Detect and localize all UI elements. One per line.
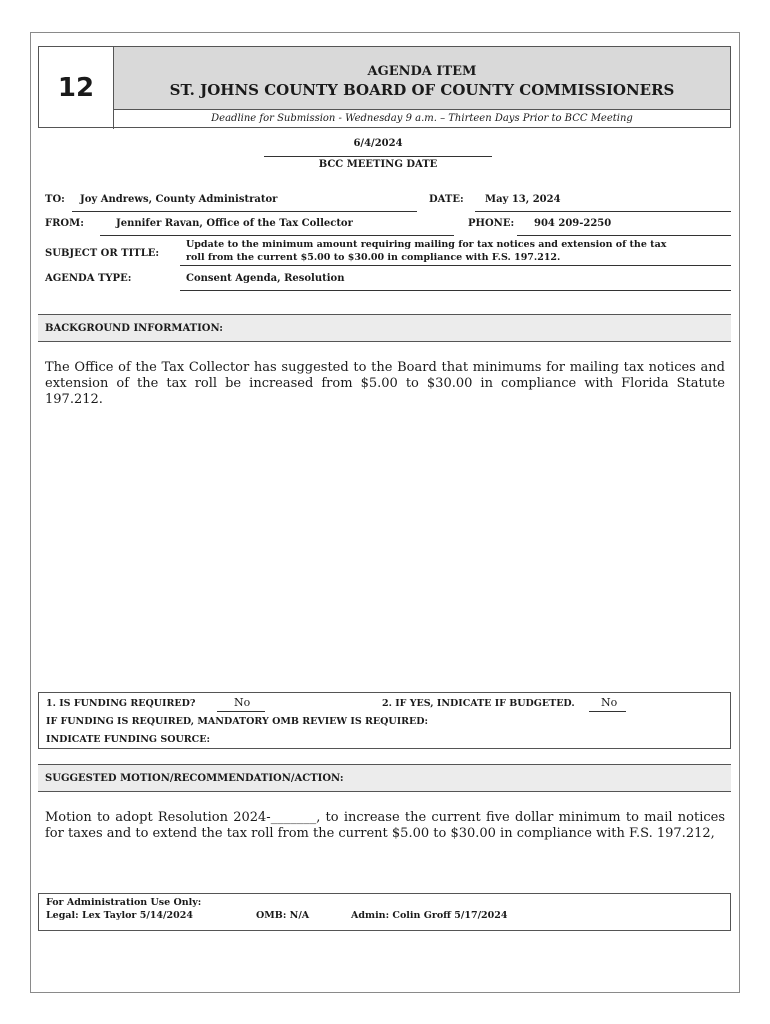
admin-box — [38, 893, 731, 931]
phone-value: 904 209-2250 — [534, 218, 612, 229]
agenda-title — [114, 47, 730, 110]
date-label: DATE: — [429, 194, 464, 205]
bcc-meeting-date-value: 6/4/2024 — [353, 138, 403, 149]
page-border — [30, 32, 740, 993]
subject-label: SUBJECT OR TITLE: — [45, 248, 160, 259]
legal-review: Legal: Lex Taylor 5/14/2024 — [46, 910, 193, 921]
motion-text: Motion to adopt Resolution 2024-_______, to increase the current five dollar minimum to mail notices for taxes and to extend the tax roll from the current $5.00 to $30.00 in compliance with F.S. 197.212, — [45, 810, 725, 841]
from-value: Jennifer Ravan, Office of the Tax Collector — [116, 218, 353, 229]
admin-review: Admin: Colin Groff 5/17/2024 — [351, 910, 508, 921]
funding-box — [38, 692, 731, 749]
background-text: The Office of the Tax Collector has suggested to the Board that minimums for mailing tax notices and extension of the tax roll be increased from $5.00 to $30.00 in compliance with Florida Statute 197.212. — [45, 360, 725, 407]
funding-required-value: No — [234, 696, 251, 709]
to-label: TO: — [45, 194, 65, 205]
meeting-date-underline — [264, 156, 492, 157]
bcc-meeting-date-label: BCC MEETING DATE — [318, 159, 438, 170]
phone-underline — [517, 235, 731, 236]
date-underline — [475, 211, 731, 212]
to-value: Joy Andrews, County Administrator — [80, 194, 278, 205]
funding-required-underline — [217, 711, 265, 712]
budgeted-underline — [589, 711, 626, 712]
from-label: FROM: — [45, 218, 84, 229]
date-value: May 13, 2024 — [485, 194, 561, 205]
to-underline — [72, 211, 417, 212]
budgeted-label: 2. IF YES, INDICATE IF BUDGETED. — [382, 698, 575, 709]
agenda-header — [38, 46, 731, 128]
admin-heading: For Administration Use Only: — [46, 897, 202, 908]
budgeted-value: No — [601, 696, 618, 709]
omb-review: OMB: N/A — [256, 910, 310, 921]
agenda-type-label: AGENDA TYPE: — [45, 273, 132, 284]
agenda-title-line1: AGENDA ITEM — [367, 64, 477, 79]
agenda-type-underline — [180, 290, 731, 291]
funding-source-label: INDICATE FUNDING SOURCE: — [46, 734, 210, 745]
subject-line1: Update to the minimum amount requiring mailing for tax notices and extension of the tax — [186, 239, 667, 250]
agenda-title-line2: ST. JOHNS COUNTY BOARD OF COUNTY COMMISSIONERS — [169, 81, 675, 99]
phone-label: PHONE: — [468, 218, 515, 229]
agenda-item-number: 12 — [39, 47, 114, 129]
motion-heading: SUGGESTED MOTION/RECOMMENDATION/ACTION: — [38, 764, 731, 792]
subject-line2: roll from the current $5.00 to $30.00 in compliance with F.S. 197.212. — [186, 252, 561, 263]
subject-underline — [180, 265, 731, 266]
omb-review-label: IF FUNDING IS REQUIRED, MANDATORY OMB REVIEW IS REQUIRED: — [46, 716, 429, 727]
agenda-type-value: Consent Agenda, Resolution — [186, 273, 345, 284]
submission-deadline: Deadline for Submission - Wednesday 9 a.m. – Thirteen Days Prior to BCC Meeting — [211, 113, 633, 124]
background-heading: BACKGROUND INFORMATION: — [38, 314, 731, 342]
from-underline — [100, 235, 454, 236]
funding-required-label: 1. IS FUNDING REQUIRED? — [46, 698, 196, 709]
